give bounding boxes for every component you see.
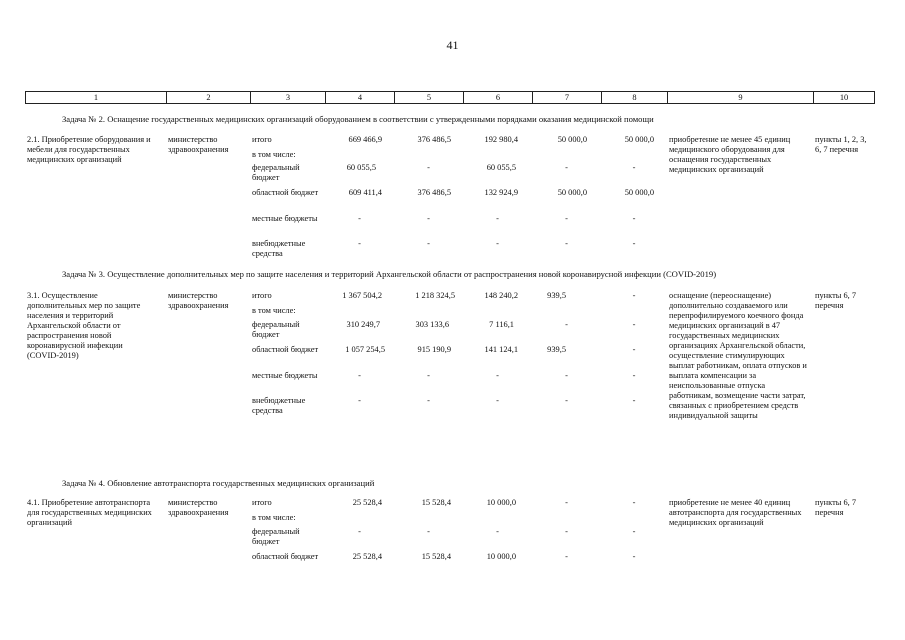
header-col-8: 8 — [601, 91, 667, 104]
value-col-4: - — [358, 371, 361, 380]
value-col-8: - — [632, 527, 636, 536]
funding-source: внебюджетные средства — [252, 239, 306, 258]
funding-source: областной бюджет — [252, 552, 319, 561]
value-col-7: - — [565, 320, 568, 329]
value-col-8: - — [632, 239, 636, 248]
value-col-7: 50 000,0 — [557, 188, 587, 197]
header-col-2: 2 — [166, 91, 250, 104]
executor: министерство здравоохранения — [168, 291, 229, 310]
value-col-7: 939,5 — [547, 345, 566, 354]
expected-result: оснащение (переоснащение) дополнительно создаваемого или перепрофилируемого коечного фонда медицинских организаций в 47 государственных медицинских организациях Архангельской области, осуществление стимулирующих выплат работникам, оплата отпусков и выплата компенсации за неиспользованные отпуска работникам, возмещение части затрат, связанных с приобретением средств индивидуальной защиты — [669, 291, 807, 420]
value-col-4: 60 055,5 — [346, 163, 376, 172]
value-col-6: - — [496, 396, 499, 405]
value-col-5: 303 133,6 — [415, 320, 449, 329]
value-col-6: - — [496, 214, 499, 223]
value-col-6: - — [496, 239, 499, 248]
funding-source: областной бюджет — [252, 345, 319, 354]
header-col-3: 3 — [250, 91, 325, 104]
value-col-7: - — [565, 527, 568, 536]
funding-source: федеральный бюджет — [252, 320, 300, 339]
value-col-7: - — [565, 371, 568, 380]
executor: министерство здравоохранения — [168, 135, 229, 154]
task-title: Задача № 3. Осуществление дополнительных мер по защите населения и территорий Архангельской области от распространения новой коронавирусной инфекции (COVID-2019) — [62, 269, 717, 279]
value-col-4: 669 466,9 — [348, 135, 382, 144]
executor: министерство здравоохранения — [168, 498, 229, 517]
value-col-6: 192 980,4 — [484, 135, 518, 144]
funding-source: местные бюджеты — [252, 371, 318, 380]
list-points: пункты 1, 2, 3, 6, 7 перечня — [815, 135, 867, 154]
value-col-8: - — [632, 163, 636, 172]
value-col-7: - — [565, 498, 568, 507]
value-col-4: 25 528,4 — [352, 552, 382, 561]
expected-result: приобретение не менее 45 единиц медицинского оборудования для оснащения государственных медицинских организаций — [669, 135, 791, 174]
event-name: 3.1. Осуществление дополнительных мер по защите населения и территорий Архангельской области от распространения новой коронавирусной инфекции (COVID-2019) — [27, 291, 141, 360]
value-col-7: 50 000,0 — [557, 135, 587, 144]
value-col-5: 376 486,5 — [417, 135, 451, 144]
funding-source: федеральный бюджет — [252, 527, 300, 546]
funding-source: в том числе: — [252, 306, 296, 315]
funding-source: в том числе: — [252, 150, 296, 159]
value-col-4: 25 528,4 — [352, 498, 382, 507]
value-col-4: 1 057 254,5 — [345, 345, 385, 354]
value-col-7: - — [565, 214, 568, 223]
value-col-6: 7 116,1 — [489, 320, 514, 329]
value-col-8: - — [632, 345, 636, 354]
header-col-10: 10 — [813, 91, 875, 104]
value-col-4: 609 411,4 — [348, 188, 382, 197]
task-title: Задача № 2. Оснащение государственных медицинских организаций оборудованием в соответствии с утвержденными порядками оказания медицинской помощи — [62, 114, 654, 124]
event-name: 2.1. Приобретение оборудования и мебели для государственных медицинских организаций — [27, 135, 151, 164]
value-col-5: 376 486,5 — [417, 188, 451, 197]
value-col-4: - — [358, 239, 361, 248]
header-col-7: 7 — [532, 91, 601, 104]
value-col-8: - — [632, 498, 636, 507]
value-col-8: - — [632, 552, 636, 561]
value-col-5: 15 528,4 — [421, 552, 451, 561]
funding-source: федеральный бюджет — [252, 163, 300, 182]
header-col-4: 4 — [325, 91, 394, 104]
value-col-6: 10 000,0 — [486, 552, 516, 561]
funding-source: в том числе: — [252, 513, 296, 522]
value-col-5: 15 528,4 — [421, 498, 451, 507]
value-col-5: 915 190,9 — [417, 345, 451, 354]
list-points: пункты 6, 7 перечня — [815, 498, 857, 517]
value-col-7: - — [565, 552, 568, 561]
funding-source: внебюджетные средства — [252, 396, 306, 415]
funding-source: итого — [252, 291, 272, 300]
task-title: Задача № 4. Обновление автотранспорта государственных медицинских организаций — [62, 478, 375, 488]
funding-source: итого — [252, 135, 272, 144]
header-col-6: 6 — [463, 91, 532, 104]
event-name: 4.1. Приобретение автотранспорта для государственных медицинских организаций — [27, 498, 152, 527]
value-col-5: - — [427, 163, 430, 172]
value-col-8: - — [632, 320, 636, 329]
value-col-6: 132 924,9 — [484, 188, 518, 197]
list-points: пункты 6, 7 перечня — [815, 291, 857, 310]
value-col-5: - — [427, 214, 430, 223]
value-col-8: 50 000,0 — [624, 135, 654, 144]
value-col-8: - — [632, 214, 636, 223]
value-col-7: - — [565, 396, 568, 405]
funding-source: местные бюджеты — [252, 214, 318, 223]
page-number: 41 — [446, 38, 459, 52]
value-col-5: - — [427, 239, 430, 248]
value-col-4: 310 249,7 — [346, 320, 380, 329]
value-col-6: - — [496, 527, 499, 536]
funding-source: областной бюджет — [252, 188, 319, 197]
value-col-8: - — [632, 371, 636, 380]
value-col-4: - — [358, 396, 361, 405]
value-col-4: - — [358, 527, 361, 536]
header-col-9: 9 — [667, 91, 813, 104]
value-col-5: - — [427, 396, 430, 405]
value-col-8: - — [632, 291, 636, 300]
value-col-7: 939,5 — [547, 291, 566, 300]
value-col-4: - — [358, 214, 361, 223]
value-col-6: 141 124,1 — [484, 345, 518, 354]
value-col-7: - — [565, 239, 568, 248]
value-col-7: - — [565, 163, 568, 172]
value-col-6: 148 240,2 — [484, 291, 518, 300]
value-col-6: 60 055,5 — [486, 163, 516, 172]
value-col-5: - — [427, 371, 430, 380]
funding-source: итого — [252, 498, 272, 507]
value-col-6: 10 000,0 — [486, 498, 516, 507]
value-col-8: - — [632, 396, 636, 405]
value-col-6: - — [496, 371, 499, 380]
value-col-4: 1 367 504,2 — [342, 291, 382, 300]
value-col-5: 1 218 324,5 — [415, 291, 455, 300]
value-col-8: 50 000,0 — [624, 188, 654, 197]
header-col-5: 5 — [394, 91, 463, 104]
value-col-5: - — [427, 527, 430, 536]
header-col-1: 1 — [25, 91, 166, 104]
expected-result: приобретение не менее 40 единиц автотранспорта для государственных медицинских организаций — [669, 498, 802, 527]
